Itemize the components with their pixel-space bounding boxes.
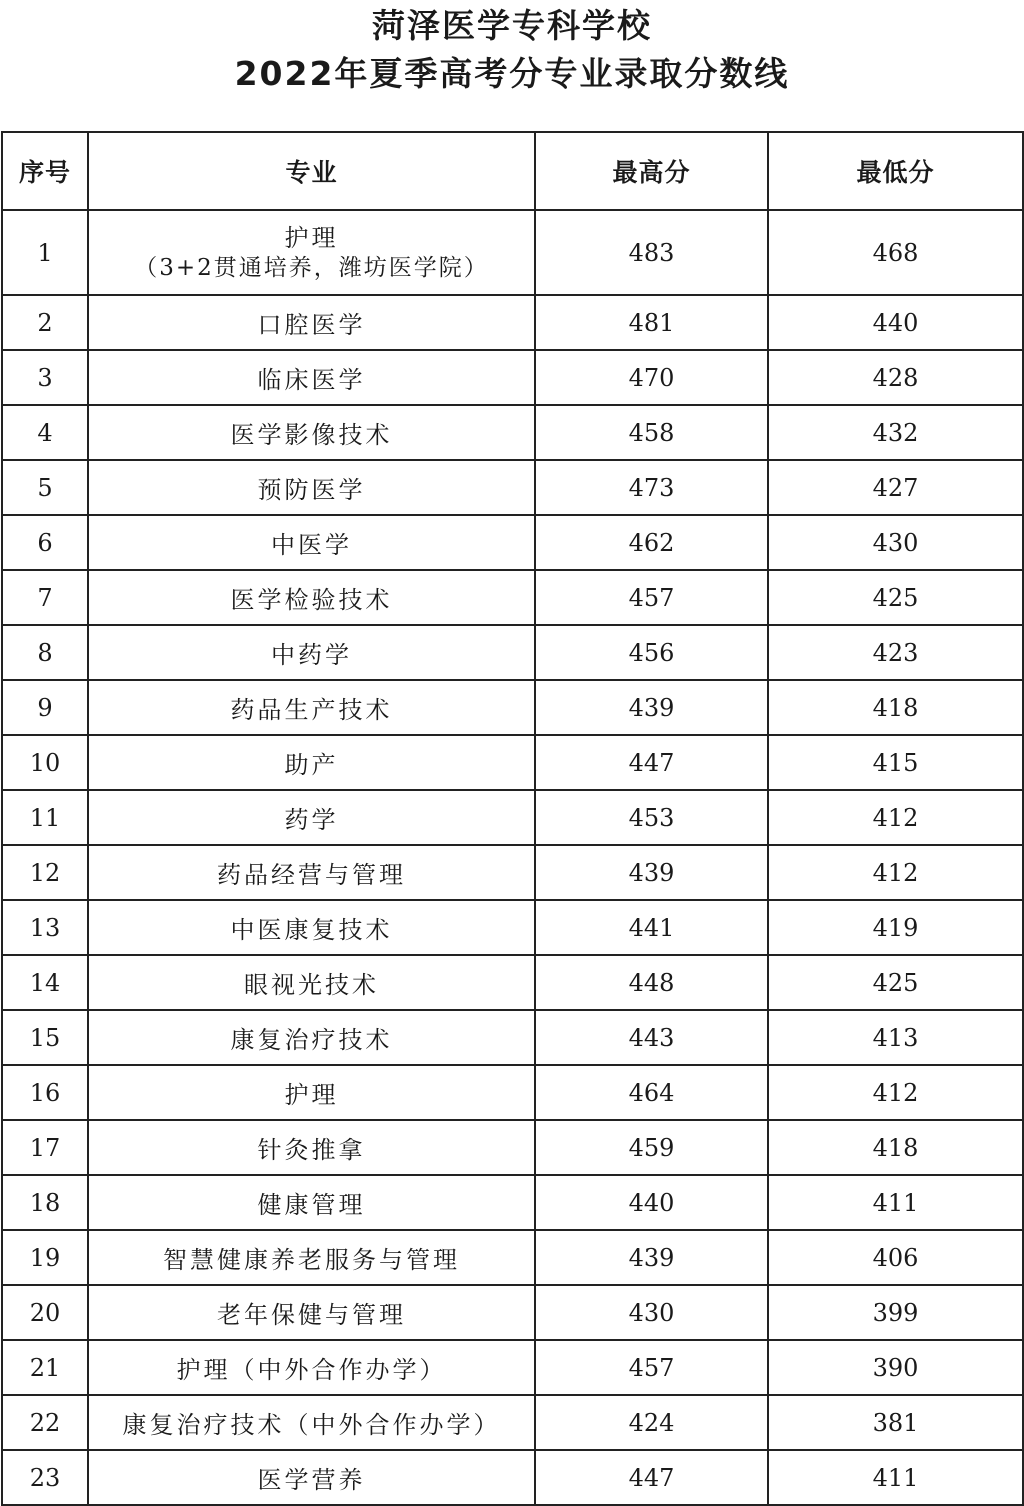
cell-major: 老年保健与管理 bbox=[88, 1285, 535, 1340]
table-row bbox=[2, 1395, 1023, 1450]
cell-major: 药品经营与管理 bbox=[88, 845, 535, 900]
cell-no: 10 bbox=[2, 735, 88, 790]
table-row bbox=[2, 625, 1023, 680]
cell-max-score: 456 bbox=[535, 625, 768, 680]
cell-no: 9 bbox=[2, 680, 88, 735]
cell-max-score: 430 bbox=[535, 1285, 768, 1340]
cell-no: 4 bbox=[2, 405, 88, 460]
cell-min-score: 411 bbox=[768, 1450, 1023, 1505]
cell-min-score: 412 bbox=[768, 1065, 1023, 1120]
table-row bbox=[2, 1175, 1023, 1230]
cell-max-score: 457 bbox=[535, 1340, 768, 1395]
cell-min-score: 425 bbox=[768, 570, 1023, 625]
table-row bbox=[2, 460, 1023, 515]
cell-max-score: 459 bbox=[535, 1120, 768, 1175]
table-row bbox=[2, 515, 1023, 570]
cell-min-score: 440 bbox=[768, 295, 1023, 350]
table-row bbox=[2, 1285, 1023, 1340]
cell-major: 医学营养 bbox=[88, 1450, 535, 1505]
cell-max-score: 439 bbox=[535, 1230, 768, 1285]
cell-max-score: 447 bbox=[535, 735, 768, 790]
cell-major: 健康管理 bbox=[88, 1175, 535, 1230]
cell-min-score: 418 bbox=[768, 680, 1023, 735]
cell-no: 11 bbox=[2, 790, 88, 845]
table-body bbox=[2, 210, 1023, 1505]
cell-major: 康复治疗技术（中外合作办学） bbox=[88, 1395, 535, 1450]
cell-major: 护理（中外合作办学） bbox=[88, 1340, 535, 1395]
cell-major bbox=[88, 210, 535, 295]
cell-major: 助产 bbox=[88, 735, 535, 790]
cell-min-score: 425 bbox=[768, 955, 1023, 1010]
cell-min-score: 427 bbox=[768, 460, 1023, 515]
cell-max-score: 441 bbox=[535, 900, 768, 955]
table-row bbox=[2, 1340, 1023, 1395]
cell-min-score: 430 bbox=[768, 515, 1023, 570]
admission-score-table bbox=[1, 131, 1024, 1506]
cell-major: 预防医学 bbox=[88, 460, 535, 515]
cell-no: 7 bbox=[2, 570, 88, 625]
cell-min-score: 381 bbox=[768, 1395, 1023, 1450]
cell-no: 16 bbox=[2, 1065, 88, 1120]
cell-major: 药品生产技术 bbox=[88, 680, 535, 735]
cell-max-score: 439 bbox=[535, 845, 768, 900]
header-major: 专业 bbox=[88, 132, 535, 210]
cell-major: 口腔医学 bbox=[88, 295, 535, 350]
table-row bbox=[2, 845, 1023, 900]
cell-major: 针灸推拿 bbox=[88, 1120, 535, 1175]
table-header-row bbox=[2, 132, 1023, 210]
cell-no: 13 bbox=[2, 900, 88, 955]
cell-max-score: 470 bbox=[535, 350, 768, 405]
cell-no: 14 bbox=[2, 955, 88, 1010]
table-row bbox=[2, 790, 1023, 845]
cell-min-score: 468 bbox=[768, 210, 1023, 295]
table-row bbox=[2, 295, 1023, 350]
header-max-score: 最高分 bbox=[535, 132, 768, 210]
cell-major: 康复治疗技术 bbox=[88, 1010, 535, 1065]
cell-no: 6 bbox=[2, 515, 88, 570]
cell-min-score: 390 bbox=[768, 1340, 1023, 1395]
cell-max-score: 439 bbox=[535, 680, 768, 735]
table-row bbox=[2, 1450, 1023, 1505]
cell-min-score: 432 bbox=[768, 405, 1023, 460]
table-row bbox=[2, 955, 1023, 1010]
table-row bbox=[2, 210, 1023, 295]
cell-no: 2 bbox=[2, 295, 88, 350]
cell-major: 智慧健康养老服务与管理 bbox=[88, 1230, 535, 1285]
table-row bbox=[2, 900, 1023, 955]
table-row bbox=[2, 350, 1023, 405]
cell-no: 1 bbox=[2, 210, 88, 295]
header-min-score: 最低分 bbox=[768, 132, 1023, 210]
cell-min-score: 411 bbox=[768, 1175, 1023, 1230]
table-row bbox=[2, 1120, 1023, 1175]
cell-no: 3 bbox=[2, 350, 88, 405]
cell-min-score: 415 bbox=[768, 735, 1023, 790]
cell-max-score: 453 bbox=[535, 790, 768, 845]
cell-major: 护理 bbox=[88, 1065, 535, 1120]
cell-max-score: 448 bbox=[535, 955, 768, 1010]
cell-max-score: 481 bbox=[535, 295, 768, 350]
major-note: （3+2贯通培养，潍坊医学院） bbox=[134, 254, 489, 281]
cell-min-score: 419 bbox=[768, 900, 1023, 955]
table-row bbox=[2, 1010, 1023, 1065]
major-name: 护理 bbox=[284, 223, 339, 252]
cell-max-score: 440 bbox=[535, 1175, 768, 1230]
cell-major: 医学检验技术 bbox=[88, 570, 535, 625]
cell-min-score: 413 bbox=[768, 1010, 1023, 1065]
cell-min-score: 428 bbox=[768, 350, 1023, 405]
cell-max-score: 458 bbox=[535, 405, 768, 460]
table-row bbox=[2, 405, 1023, 460]
cell-min-score: 418 bbox=[768, 1120, 1023, 1175]
cell-major: 药学 bbox=[88, 790, 535, 845]
cell-min-score: 406 bbox=[768, 1230, 1023, 1285]
cell-max-score: 443 bbox=[535, 1010, 768, 1065]
cell-major: 眼视光技术 bbox=[88, 955, 535, 1010]
cell-max-score: 464 bbox=[535, 1065, 768, 1120]
cell-major: 医学影像技术 bbox=[88, 405, 535, 460]
table-row bbox=[2, 735, 1023, 790]
cell-max-score: 473 bbox=[535, 460, 768, 515]
cell-major: 临床医学 bbox=[88, 350, 535, 405]
cell-no: 20 bbox=[2, 1285, 88, 1340]
cell-no: 23 bbox=[2, 1450, 88, 1505]
page-title: 菏泽医学专科学校 bbox=[372, 6, 652, 45]
cell-no: 22 bbox=[2, 1395, 88, 1450]
cell-major: 中医学 bbox=[88, 515, 535, 570]
cell-no: 21 bbox=[2, 1340, 88, 1395]
header-no: 序号 bbox=[2, 132, 88, 210]
cell-no: 5 bbox=[2, 460, 88, 515]
cell-no: 18 bbox=[2, 1175, 88, 1230]
cell-no: 15 bbox=[2, 1010, 88, 1065]
cell-max-score: 447 bbox=[535, 1450, 768, 1505]
cell-major: 中药学 bbox=[88, 625, 535, 680]
page-subtitle: 2022年夏季高考分专业录取分数线 bbox=[234, 54, 790, 93]
cell-max-score: 483 bbox=[535, 210, 768, 295]
cell-no: 12 bbox=[2, 845, 88, 900]
table-row bbox=[2, 1065, 1023, 1120]
table-row bbox=[2, 570, 1023, 625]
cell-min-score: 412 bbox=[768, 790, 1023, 845]
table-row bbox=[2, 680, 1023, 735]
cell-major: 中医康复技术 bbox=[88, 900, 535, 955]
cell-min-score: 423 bbox=[768, 625, 1023, 680]
cell-no: 19 bbox=[2, 1230, 88, 1285]
cell-no: 17 bbox=[2, 1120, 88, 1175]
cell-max-score: 457 bbox=[535, 570, 768, 625]
cell-max-score: 424 bbox=[535, 1395, 768, 1450]
cell-min-score: 399 bbox=[768, 1285, 1023, 1340]
cell-min-score: 412 bbox=[768, 845, 1023, 900]
cell-max-score: 462 bbox=[535, 515, 768, 570]
table-row bbox=[2, 1230, 1023, 1285]
cell-no: 8 bbox=[2, 625, 88, 680]
